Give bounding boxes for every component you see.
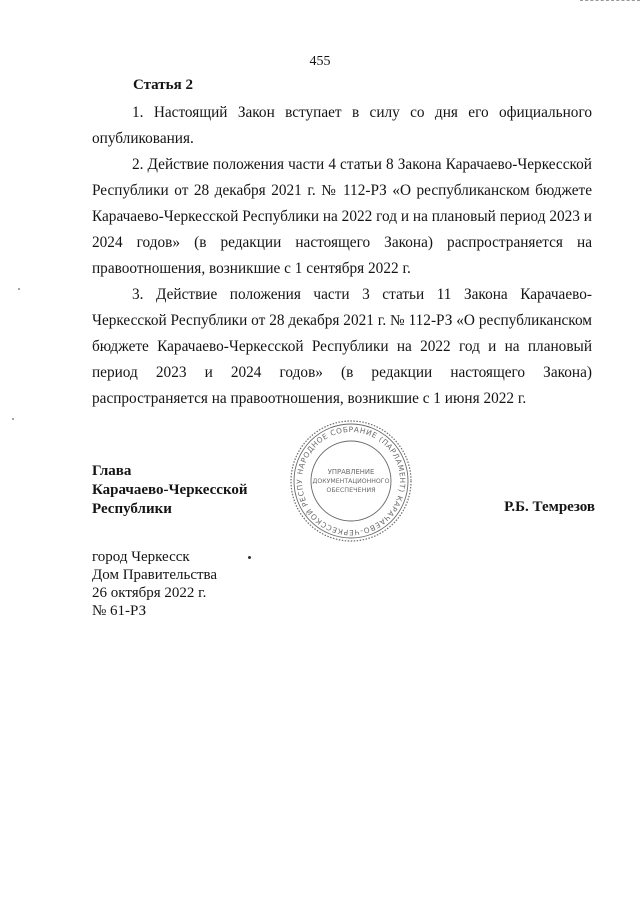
svg-text:ОБЕСПЕЧЕНИЯ: ОБЕСПЕЧЕНИЯ (326, 486, 376, 494)
footer-city: город Черкесск (92, 549, 190, 565)
svg-text:ДОКУМЕНТАЦИОННОГО: ДОКУМЕНТАЦИОННОГО (312, 478, 390, 485)
signatory-title-line-3: Республики (92, 501, 172, 517)
page-number: 455 (309, 54, 331, 69)
article-paragraph-2: 2. Действие положения части 4 статьи 8 Закона Карачаево-Черкесской Республики от 28 декабря 2021 г. № 112-РЗ «О республиканском бюджете Карачаево-Черкесской Республики на 2022 год и на плановый период 2023 и 2024 годов» (в редакции настоящего Закона) распространяется на правоотношения, возникшие с 1 сентября 2022 г. (92, 156, 592, 277)
article-title: Статья 2 (133, 77, 193, 93)
article-paragraph-3: 3. Действие положения части 3 статьи 11 Закона Карачаево-Черкесской Республики от 28 декабря 2021 г. № 112-РЗ «О республиканском бюджете Карачаево-Черкесской Республики на 2022 год и на плановый период 2023 и 2024 годов» (в редакции настоящего Закона) распространяется на правоотношения, возникшие с 1 июня 2022 г. (92, 286, 592, 407)
article-paragraph-1: 1. Настоящий Закон вступает в силу со дня его официального опубликования. (92, 104, 592, 147)
footer-date: 26 октября 2022 г. (92, 585, 207, 601)
footer-place: Дом Правительства (92, 567, 218, 583)
scan-edge-mark (580, 0, 640, 7)
signatory-title (92, 462, 248, 519)
footer-law-number: № 61-РЗ (92, 603, 147, 619)
document-footer (92, 548, 217, 620)
signatory-title-line-2: Карачаево-Черкесской (92, 482, 248, 498)
official-seal (288, 418, 414, 544)
scan-speck (12, 418, 14, 420)
svg-text:НАРОДНОЕ СОБРАНИЕ (ПАРЛАМЕНТ): НАРОДНОЕ СОБРАНИЕ (ПАРЛАМЕНТ) КАРАЧАЕВО-ЧЕРКЕССКОЙ РЕСПУ (294, 424, 408, 538)
svg-text:УПРАВЛЕНИЕ: УПРАВЛЕНИЕ (327, 468, 375, 476)
scan-speck (18, 288, 20, 290)
seal-graphic (288, 418, 414, 544)
scan-speck (248, 556, 251, 559)
signatory-name: Р.Б. Темрезов (504, 499, 595, 515)
signatory-title-line-1: Глава (92, 463, 132, 479)
